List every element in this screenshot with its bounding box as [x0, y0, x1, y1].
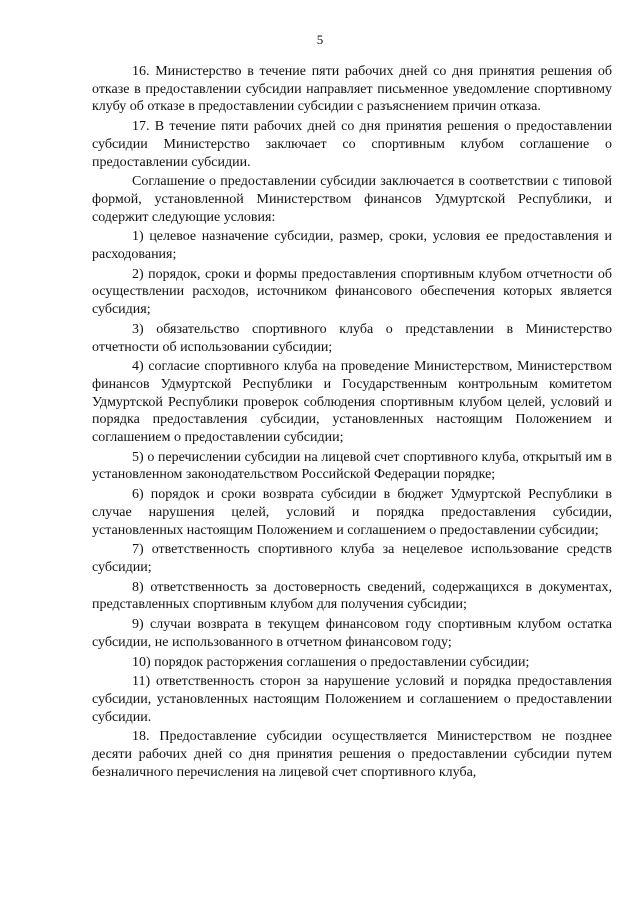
list-item-10: 10) порядок расторжения соглашения о предоставлении субсидии;: [132, 654, 530, 670]
list-item-1: 1) целевое назначение субсидии, размер, сроки, условия ее предоставления и расходования;: [92, 229, 612, 263]
paragraph-agreement-intro: Соглашение о предоставлении субсидии заключается в соответствии с типовой формой, установленной Министерством финансов Удмуртской Республики, и содержит следующие условия:: [92, 174, 612, 225]
paragraph-18: 18. Предоставление субсидии осуществляется Министерством не позднее десяти рабочих дней со дня принятия решения о предоставлении субсидии путем безналичного перечисления на лицевой счет спортивного клуба,: [92, 729, 612, 780]
list-item-2: 2) порядок, сроки и формы предоставления спортивным клубом отчетности об осуществлении расходов, источником финансового обеспечения которых является субсидия;: [92, 266, 612, 318]
page-number: 5: [316, 32, 324, 47]
paragraph-17: 17. В течение пяти рабочих дней со дня принятия решения о предоставлении субсидии Министерство заключает со спортивным клубом соглашение о предоставлении субсидии.: [92, 119, 612, 170]
list-item-3: 3) обязательство спортивного клуба о представлении в Министерство отчетности об использовании субсидии;: [92, 321, 612, 355]
list-item-6: 6) порядок и сроки возврата субсидии в бюджет Удмуртской Республики в случае нарушения целей, условий и порядка предоставления субсидии, установленных настоящим Положением и соглашением о предоставлении субсидии;: [92, 487, 612, 538]
list-item-8: 8) ответственность за достоверность сведений, содержащихся в документах, представленных спортивным клубом для получения субсидии;: [92, 579, 612, 613]
list-item-7: 7) ответственность спортивного клуба за нецелевое использование средств субсидии;: [92, 542, 612, 575]
list-item-9: 9) случаи возврата в текущем финансовом году спортивным клубом остатка субсидии, не использованного в отчетном финансовом году;: [92, 617, 612, 650]
document-body: [92, 63, 612, 783]
list-item-11: 11) ответственность сторон за нарушение условий и порядка предоставления субсидии, установленных настоящим Положением и соглашением о предоставлении субсидии.: [92, 674, 612, 725]
paragraph-16: 16. Министерство в течение пяти рабочих дней со дня принятия решения об отказе в предоставлении субсидии направляет письменное уведомление спортивному клубу об отказе в предоставлении субсидии с разъяснением причин отказа.: [92, 64, 612, 115]
list-item-4: 4) согласие спортивного клуба на проведение Министерством, Министерством финансов Удмуртской Республики и Государственным контрольным комитетом Удмуртской Республики проверок соблюдения спортивным клубом целей, условий и порядка предоставления субсидии, установленных настоящим Положением и соглашением о предоставлении субсидии;: [92, 359, 612, 446]
list-item-5: 5) о перечислении субсидии на лицевой счет спортивного клуба, открытый им в установленном законодательством Российской Федерации порядке;: [92, 449, 612, 483]
